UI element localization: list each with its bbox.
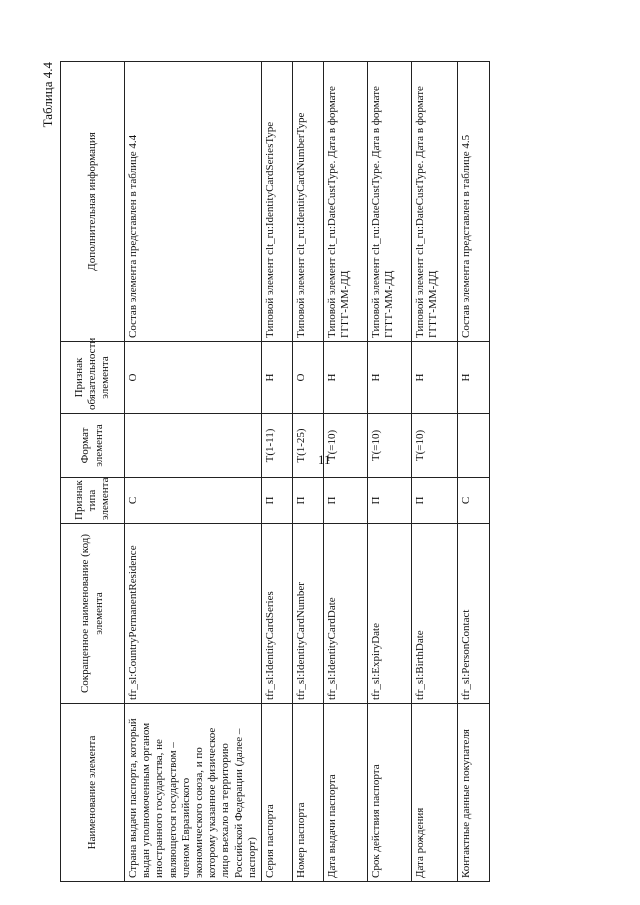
elements-table xyxy=(60,61,490,882)
table-row xyxy=(261,62,292,882)
cell-name: Страна выдачи паспорта, который выдан уполномоченным органом иностранного государства, не являющегося государством – членом Евразийского экономического союза, и по которому указанное физическое лицо въехало на территорию Российской Федерации (далее – паспорт) xyxy=(125,704,262,882)
cell-info: Типовой элемент clt_ru:DateCustType. Дата в формате ГГГГ-ММ-ДД xyxy=(367,62,411,342)
cell-code: tfr_sl:PersonContact xyxy=(457,524,489,704)
cell-name: Дата выдачи паспорта xyxy=(323,704,367,882)
cell-format xyxy=(457,414,489,478)
rotated-page-content xyxy=(40,62,490,882)
header-element-required: Признак обязательности элемента xyxy=(61,342,125,414)
table-row xyxy=(323,62,367,882)
table-caption: Таблица 4.4 xyxy=(40,62,55,128)
cell-required: Н xyxy=(261,342,292,414)
table-row xyxy=(457,62,489,882)
cell-name: Дата рождения xyxy=(411,704,457,882)
cell-info: Типовой элемент clt_ru:IdentityCardNumberType xyxy=(292,62,323,342)
cell-name: Срок действия паспорта xyxy=(367,704,411,882)
cell-info: Типовой элемент clt_ru:IdentityCardSeriesType xyxy=(261,62,292,342)
header-element-format: Формат элемента xyxy=(61,414,125,478)
cell-code: tfr_sl:ExpiryDate xyxy=(367,524,411,704)
cell-name: Контактные данные покупателя xyxy=(457,704,489,882)
cell-format: T(=10) xyxy=(367,414,411,478)
cell-format: T(1-25) xyxy=(292,414,323,478)
table-row xyxy=(292,62,323,882)
cell-name: Номер паспорта xyxy=(292,704,323,882)
cell-code: tfr_sl:IdentityCardDate xyxy=(323,524,367,704)
cell-code: tfr_sl:IdentityCardSeries xyxy=(261,524,292,704)
cell-code: tfr_sl:BirthDate xyxy=(411,524,457,704)
cell-required: О xyxy=(292,342,323,414)
cell-required: Н xyxy=(457,342,489,414)
cell-code: tfr_sl:CountryPermanentResidence xyxy=(125,524,262,704)
cell-type: П xyxy=(261,478,292,524)
table-row xyxy=(367,62,411,882)
header-element-code: Сокращенное наименование (код) элемента xyxy=(61,524,125,704)
cell-required: Н xyxy=(411,342,457,414)
cell-required: О xyxy=(125,342,262,414)
table-row xyxy=(411,62,457,882)
cell-type: П xyxy=(292,478,323,524)
header-element-name: Наименование элемента xyxy=(61,704,125,882)
cell-required: Н xyxy=(367,342,411,414)
cell-name: Серия паспорта xyxy=(261,704,292,882)
cell-required: Н xyxy=(323,342,367,414)
header-additional-info: Дополнительная информация xyxy=(61,62,125,342)
cell-format xyxy=(125,414,262,478)
cell-info: Типовой элемент clt_ru:DateCustType. Дата в формате ГГГГ-ММ-ДД xyxy=(323,62,367,342)
cell-type: С xyxy=(457,478,489,524)
table-header-row xyxy=(61,62,125,882)
cell-info: Состав элемента представлен в таблице 4.5 xyxy=(457,62,489,342)
cell-code: tfr_sl:IdentityCardNumber xyxy=(292,524,323,704)
cell-format: T(1-11) xyxy=(261,414,292,478)
cell-format: T(=10) xyxy=(323,414,367,478)
cell-type: П xyxy=(367,478,411,524)
cell-type: С xyxy=(125,478,262,524)
header-element-type: Признак типа элемента xyxy=(61,478,125,524)
cell-info: Типовой элемент clt_ru:DateCustType. Дата в формате ГГГГ-ММ-ДД xyxy=(411,62,457,342)
page-number: 11 xyxy=(318,452,331,467)
cell-info: Состав элемента представлен в таблице 4.4 xyxy=(125,62,262,342)
table-row xyxy=(125,62,262,882)
cell-type: П xyxy=(323,478,367,524)
cell-format: T(=10) xyxy=(411,414,457,478)
cell-type: П xyxy=(411,478,457,524)
